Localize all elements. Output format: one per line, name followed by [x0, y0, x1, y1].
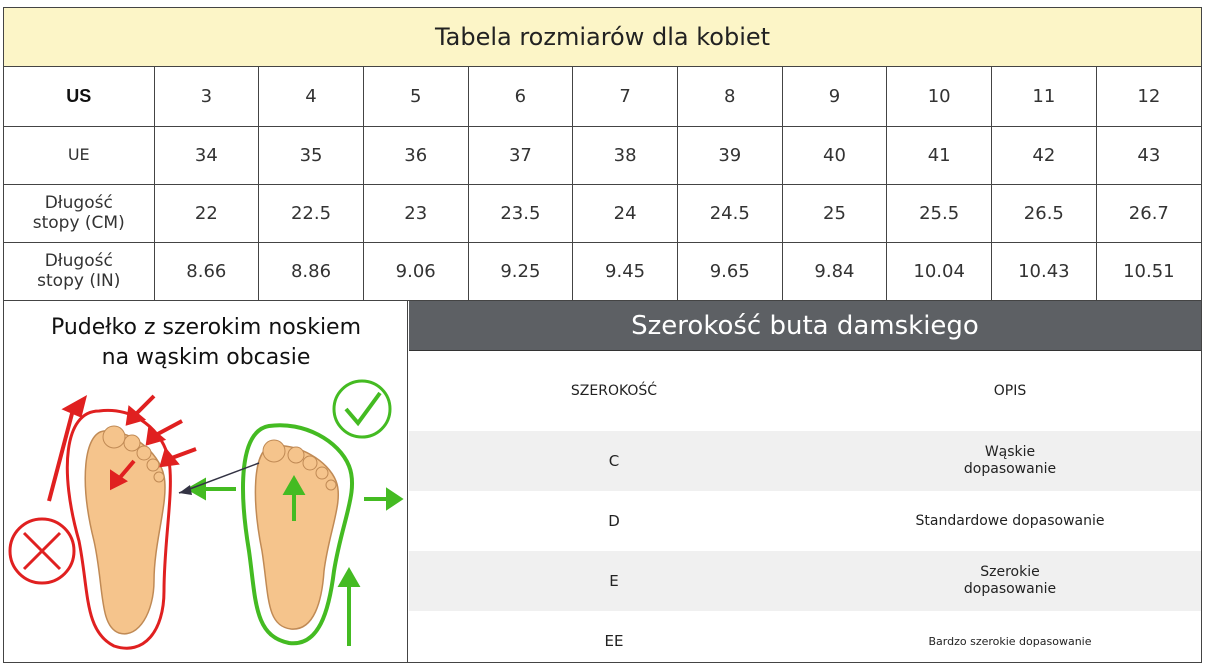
desc-line: Wąskie — [984, 444, 1036, 460]
table-cell: 42 — [992, 126, 1097, 184]
table-cell: 23 — [363, 184, 468, 242]
table-cell: 38 — [573, 126, 678, 184]
width-column-header: SZEROKOŚĆ — [570, 383, 658, 399]
table-cell: 24.5 — [677, 184, 782, 242]
table-cell: 9.25 — [468, 242, 573, 300]
table-cell: 41 — [887, 126, 992, 184]
table-cell: 40 — [782, 126, 887, 184]
toe-icon — [124, 435, 140, 451]
table-cell: 34 — [154, 126, 259, 184]
row-header-line: stopy (IN) — [37, 271, 121, 291]
row-header-us: US — [4, 67, 154, 126]
table-cell: 37 — [468, 126, 573, 184]
table-cell: 9.45 — [573, 242, 678, 300]
desc-line: dopasowanie — [963, 581, 1057, 597]
foot-illustration — [4, 301, 408, 662]
table-cell: 3 — [154, 67, 259, 126]
table-cell: 35 — [259, 126, 364, 184]
table-cell: 36 — [363, 126, 468, 184]
width-panel-title: Szerokość buta damskiego — [409, 301, 1201, 351]
illustration-title — [4, 313, 408, 373]
table-cell: 8.86 — [259, 242, 364, 300]
illustration-title-line: Pudełko z szerokim noskiem — [50, 315, 362, 340]
chart-title: Tabela rozmiarów dla kobiet — [4, 8, 1201, 67]
desc-line: Szerokie — [980, 564, 1040, 580]
table-cell: 10.51 — [1096, 242, 1201, 300]
table-row-us — [4, 67, 1201, 126]
size-table — [4, 67, 1201, 301]
table-cell: 9.06 — [363, 242, 468, 300]
toe-icon — [263, 440, 285, 462]
table-cell: 43 — [1096, 126, 1201, 184]
table-cell: 22 — [154, 184, 259, 242]
width-desc — [819, 513, 1201, 530]
table-cell: 7 — [573, 67, 678, 126]
table-cell: 25.5 — [887, 184, 992, 242]
toe-icon — [154, 472, 164, 482]
row-header-cm — [4, 184, 154, 242]
desc-line: Bardzo szerokie dopasowanie — [928, 634, 1092, 648]
width-desc — [819, 564, 1201, 598]
width-panel — [409, 301, 1201, 662]
width-code: C — [608, 452, 620, 470]
table-cell: 25 — [782, 184, 887, 242]
width-desc — [819, 444, 1201, 478]
table-cell: 11 — [992, 67, 1097, 126]
toe-icon — [137, 446, 151, 460]
table-cell: 10 — [887, 67, 992, 126]
comparison-arrowhead-icon — [179, 485, 192, 495]
table-cell: 24 — [573, 184, 678, 242]
feet-diagram — [4, 371, 408, 661]
table-cell: 23.5 — [468, 184, 573, 242]
table-cell: 26.5 — [992, 184, 1097, 242]
table-row-ue — [4, 126, 1201, 184]
table-cell: 26.7 — [1096, 184, 1201, 242]
table-cell: 10.04 — [887, 242, 992, 300]
table-cell: 5 — [363, 67, 468, 126]
table-cell: 8 — [677, 67, 782, 126]
list-item — [409, 551, 1201, 611]
row-header-in — [4, 242, 154, 300]
list-item — [409, 611, 1201, 671]
table-row-cm — [4, 184, 1201, 242]
table-cell: 39 — [677, 126, 782, 184]
table-cell: 4 — [259, 67, 364, 126]
width-code: E — [609, 572, 619, 590]
desc-column-header: OPIS — [993, 382, 1027, 399]
table-cell: 10.43 — [992, 242, 1097, 300]
table-cell: 8.66 — [154, 242, 259, 300]
list-item — [409, 431, 1201, 491]
table-cell: 9.65 — [677, 242, 782, 300]
list-item — [409, 491, 1201, 551]
width-code: EE — [604, 632, 624, 650]
row-header-line: Długość — [44, 193, 113, 213]
table-cell: 22.5 — [259, 184, 364, 242]
table-cell: 6 — [468, 67, 573, 126]
toe-icon — [288, 447, 304, 463]
width-code: D — [608, 512, 620, 530]
table-row-in — [4, 242, 1201, 300]
table-cell: 9 — [782, 67, 887, 126]
width-header-row — [409, 351, 1201, 431]
toe-icon — [303, 456, 317, 470]
row-header-line: Długość — [44, 251, 113, 271]
row-header-line: stopy (CM) — [32, 213, 125, 233]
toe-icon — [316, 467, 328, 479]
toe-icon — [147, 459, 159, 471]
desc-line: dopasowanie — [963, 461, 1057, 477]
illustration-title-line: na wąskim obcasie — [101, 345, 311, 370]
toe-icon — [326, 480, 336, 490]
correct-icon — [334, 381, 390, 437]
size-chart — [3, 7, 1202, 663]
desc-line: Standardowe dopasowanie — [915, 512, 1105, 529]
width-desc — [819, 633, 1201, 650]
table-cell: 9.84 — [782, 242, 887, 300]
row-header-ue: UE — [4, 126, 154, 184]
table-cell: 12 — [1096, 67, 1201, 126]
toe-icon — [103, 426, 125, 448]
